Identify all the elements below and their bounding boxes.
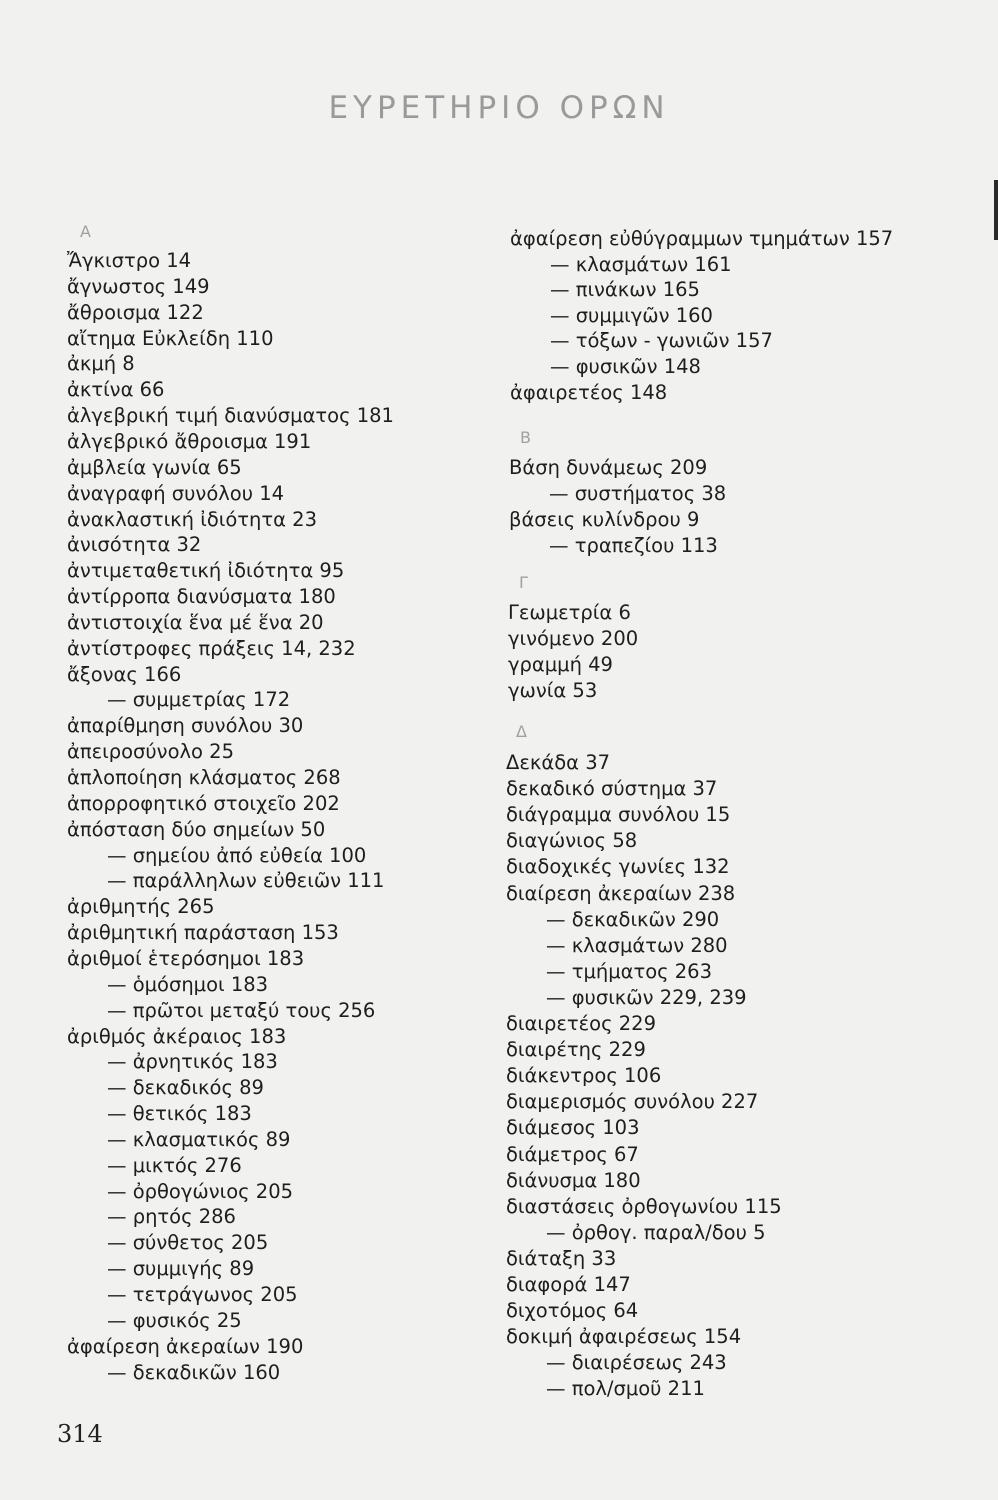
index-entry: γινόμενο 200 bbox=[508, 627, 639, 650]
index-entry: — τραπεζίου 113 bbox=[549, 534, 718, 557]
index-entry: ἀντίστροφες πράξεις 14, 232 bbox=[67, 636, 356, 660]
index-entry: ἄξονας 166 bbox=[67, 662, 182, 686]
index-entry: ἀριθμητική παράσταση 153 bbox=[67, 921, 339, 945]
index-entry: — ὀρθογ. παραλ/δου 5 bbox=[546, 1220, 766, 1244]
index-entry: — πινάκων 165 bbox=[550, 278, 700, 302]
index-entry: ἀφαιρετέος 148 bbox=[510, 380, 668, 404]
index-entry: — μικτός 276 bbox=[107, 1153, 242, 1177]
index-entry: — δεκαδικῶν 160 bbox=[107, 1360, 281, 1384]
index-entry: — ὀρθογώνιος 205 bbox=[107, 1179, 294, 1203]
index-entry: δεκαδικό σύστημα 37 bbox=[506, 777, 718, 801]
index-entry: αἴτημα Εὐκλείδη 110 bbox=[67, 326, 274, 350]
index-entry: διαστάσεις ὀρθογωνίου 115 bbox=[506, 1194, 782, 1218]
index-entry: διάγραμμα συνόλου 15 bbox=[506, 803, 731, 827]
index-entry: Γεωμετρία 6 bbox=[508, 601, 631, 624]
index-entry: διάκεντρος 106 bbox=[506, 1064, 662, 1088]
index-entry: διάνυσμα 180 bbox=[506, 1168, 641, 1192]
index-entry: — κλασμάτων 280 bbox=[546, 933, 728, 957]
index-entry: ἀφαίρεση ἀκεραίων 190 bbox=[67, 1334, 304, 1358]
index-entry: — κλασματικός 89 bbox=[107, 1127, 291, 1151]
index-entry: — φυσικός 25 bbox=[107, 1308, 242, 1332]
index-entry: — κλασμάτων 161 bbox=[550, 252, 732, 276]
index-entry: Δεκάδα 37 bbox=[506, 751, 611, 774]
index-entry: ἀνισότητα 32 bbox=[67, 533, 202, 557]
index-entry: — σημείου ἀπό εὐθεία 100 bbox=[107, 843, 367, 867]
index-entry: διχοτόμος 64 bbox=[506, 1299, 639, 1323]
index-entry: — φυσικῶν 229, 239 bbox=[546, 985, 747, 1009]
index-entry: Ἄγκιστρο 14 bbox=[67, 249, 192, 272]
index-entry: ἀπειροσύνολο 25 bbox=[67, 740, 234, 764]
index-entry: ἀριθμητής 265 bbox=[67, 895, 215, 919]
index-entry: διαιρετέος 229 bbox=[506, 1012, 656, 1035]
index-entry: ἀριθμοί ἑτερόσημοι 183 bbox=[67, 946, 305, 970]
index-entry: ἀντιμεταθετική ἰδιότητα 95 bbox=[67, 559, 345, 583]
index-entry: ἀλγεβρικό ἄθροισμα 191 bbox=[67, 429, 312, 453]
index-entry: ἄθροισμα 122 bbox=[67, 300, 204, 324]
index-entry: — ὁμόσημοι 183 bbox=[107, 972, 269, 996]
index-entry: ἀνακλαστική ἰδιότητα 23 bbox=[67, 507, 317, 531]
index-entry: διαφορά 147 bbox=[506, 1273, 631, 1296]
index-entry: — θετικός 183 bbox=[107, 1102, 252, 1126]
index-entry: ἀπορροφητικό στοιχεῖο 202 bbox=[67, 791, 340, 815]
index-entry: — τμήματος 263 bbox=[546, 959, 712, 983]
page-number: 314 bbox=[57, 1420, 103, 1448]
index-entry: διάμεσος 103 bbox=[506, 1116, 640, 1140]
index-entry: — συμμιγής 89 bbox=[107, 1257, 255, 1281]
index-entry: — συμμιγῶν 160 bbox=[550, 303, 713, 327]
index-entry: γραμμή 49 bbox=[508, 653, 613, 676]
index-entry: — φυσικῶν 148 bbox=[550, 355, 701, 378]
index-entry: διαγώνιος 58 bbox=[506, 829, 638, 853]
index-entry: διάταξη 33 bbox=[506, 1246, 617, 1270]
index-entry: ἀπόσταση δύο σημείων 50 bbox=[67, 817, 326, 841]
index-entry: — συστήματος 38 bbox=[549, 482, 727, 505]
index-entry: — τετράγωνος 205 bbox=[107, 1283, 298, 1306]
index-entry: γωνία 53 bbox=[508, 679, 598, 702]
index-entry: ἀφαίρεση εὐθύγραμμων τμημάτων 157 bbox=[510, 227, 894, 250]
page-edge bbox=[994, 180, 998, 240]
index-entry: διαίρεση ἀκεραίων 238 bbox=[506, 881, 736, 905]
index-entry: διαδοχικές γωνίες 132 bbox=[506, 855, 730, 879]
index-entry: βάσεις κυλίνδρου 9 bbox=[509, 508, 700, 531]
section-letter-d: Δ bbox=[516, 722, 527, 741]
index-entry: ἄγνωστος 149 bbox=[67, 274, 210, 298]
index-entry: ἀπαρίθμηση συνόλου 30 bbox=[67, 714, 304, 738]
page-title: ΕΥΡΕΤΗΡΙΟ ΟΡΩΝ bbox=[328, 90, 670, 126]
index-entry: — πολ/σμοῦ 211 bbox=[546, 1377, 705, 1401]
section-letter-a: Α bbox=[80, 222, 91, 241]
index-entry: ἀκτίνα 66 bbox=[67, 378, 165, 402]
index-entry: ἀκμή 8 bbox=[67, 352, 135, 376]
index-entry: Βάση δυνάμεως 209 bbox=[509, 456, 708, 479]
index-entry: ἀλγεβρική τιμή διανύσματος 181 bbox=[67, 404, 394, 428]
index-entry: — πρῶτοι μεταξύ τους 256 bbox=[107, 998, 376, 1022]
section-letter-b: Β bbox=[520, 428, 531, 447]
index-entry: ἀντίρροπα διανύσματα 180 bbox=[67, 585, 336, 609]
index-entry: ἀντιστοιχία ἕνα μέ ἕνα 20 bbox=[67, 610, 324, 634]
index-entry: διάμετρος 67 bbox=[506, 1142, 639, 1166]
index-entry: διαιρέτης 229 bbox=[506, 1038, 646, 1062]
index-entry: — δεκαδικός 89 bbox=[107, 1076, 264, 1100]
section-letter-g: Γ bbox=[519, 573, 528, 592]
index-entry: ἀμβλεία γωνία 65 bbox=[67, 455, 242, 479]
index-entry: — παράλληλων εὐθειῶν 111 bbox=[107, 869, 385, 893]
index-entry: διαμερισμός συνόλου 227 bbox=[506, 1090, 759, 1114]
index-entry: — σύνθετος 205 bbox=[107, 1231, 269, 1255]
index-entry: — ἀρνητικός 183 bbox=[107, 1050, 278, 1074]
index-entry: ἀναγραφή συνόλου 14 bbox=[67, 481, 285, 505]
index-entry: — ρητός 286 bbox=[107, 1205, 236, 1229]
index-entry: — συμμετρίας 172 bbox=[107, 688, 291, 712]
index-entry: δοκιμή ἀφαιρέσεως 154 bbox=[506, 1325, 742, 1349]
index-entry: — τόξων - γωνιῶν 157 bbox=[550, 329, 773, 353]
index-entry: ἀριθμός ἀκέραιος 183 bbox=[67, 1024, 287, 1048]
index-entry: — διαιρέσεως 243 bbox=[546, 1351, 727, 1375]
index-entry: — δεκαδικῶν 290 bbox=[546, 907, 720, 931]
index-entry: ἁπλοποίηση κλάσματος 268 bbox=[67, 766, 341, 789]
